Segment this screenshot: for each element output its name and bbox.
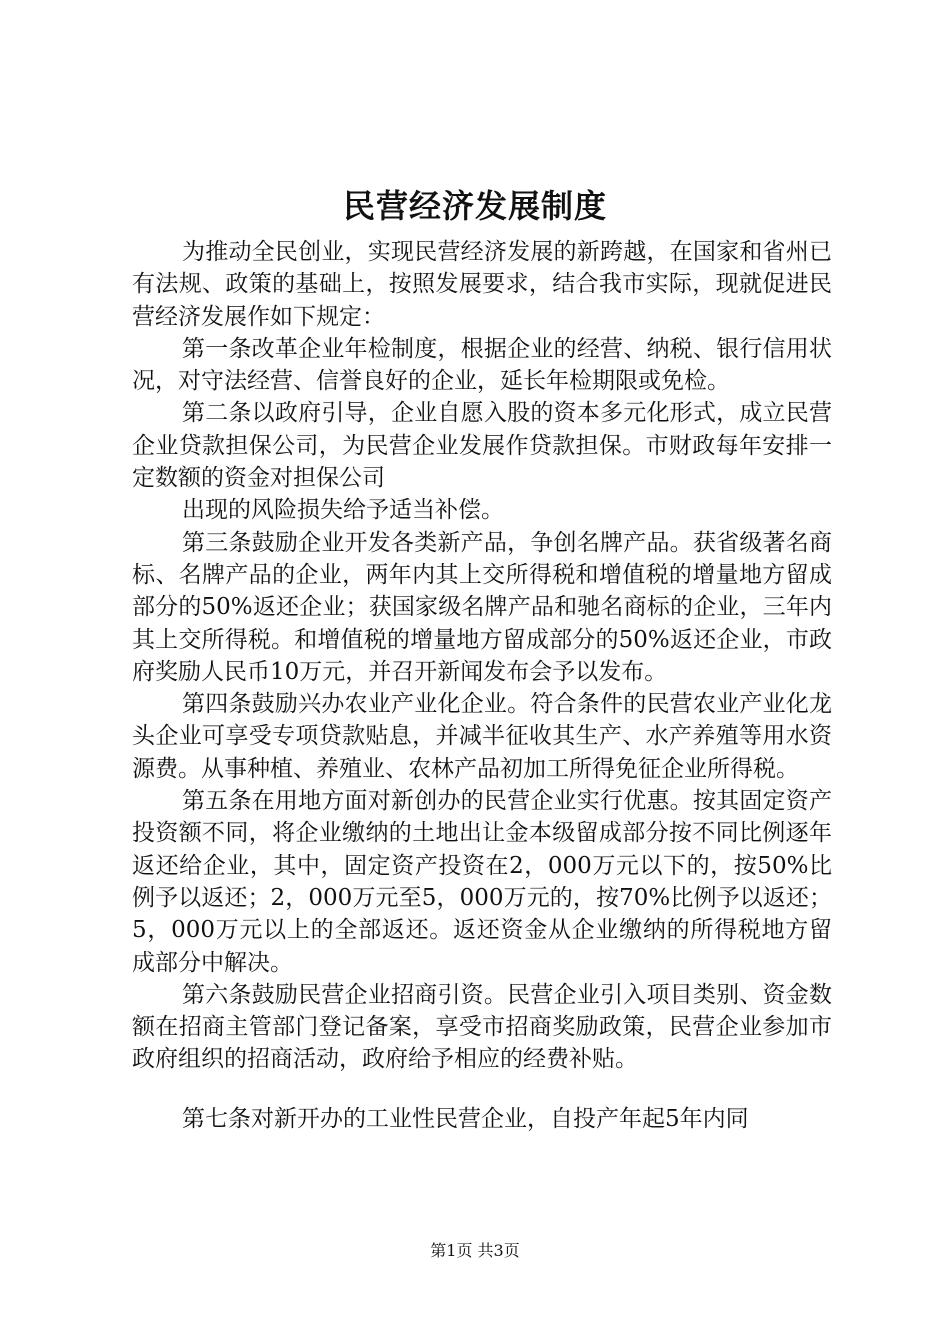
paragraph-article-7: 第七条对新开办的工业性民营企业，自投产年起5年内同 bbox=[182, 1105, 749, 1132]
paragraph-article-3: 第三条鼓励企业开发各类新产品，争创名牌产品。获省级著名商标、名牌产品的企业，两年内其上交所得税和增值税的增量地方留成部分的50%返还企业；获国家级名牌产品和驰名商标的企业，三年内其上交所得税。和增值税的增量地方留成部分的50%返还企业，市政府奖励人民币10万元，并召开新闻发布会予以发布。 bbox=[132, 529, 832, 685]
paragraph-article-2: 第二条以政府引导，企业自愿入股的资本多元化形式，成立民营企业贷款担保公司，为民营企业发展作贷款担保。市财政每年安排一定数额的资金对担保公司 bbox=[132, 400, 832, 492]
page-number-footer: 第1页 共3页 bbox=[430, 1241, 520, 1260]
document-title: 民营经济发展制度 bbox=[342, 187, 607, 225]
paragraph-article-5: 第五条在用地方面对新创办的民营企业实行优惠。按其固定资产投资额不同，将企业缴纳的土地出让金本级留成部分按不同比例逐年返还给企业，其中，固定资产投资在2，000万元以下的，按50%比例予以返还；2，000万元至5，000万元的，按70%比例予以返还；5，000万元以上的全部返还。返还资金从企业缴纳的所得税地方留成部分中解决。 bbox=[132, 788, 832, 976]
paragraph-article-4: 第四条鼓励兴办农业产业化企业。符合条件的民营农业产业化龙头企业可享受专项贷款贴息，并减半征收其生产、水产养殖等用水资源费。从事种植、养殖业、农林产品初加工所得免征企业所得税。 bbox=[132, 691, 832, 782]
document-body bbox=[132, 236, 832, 1135]
paragraph-article-6: 第六条鼓励民营企业招商引资。民营企业引入项目类别、资金数额在招商主管部门登记备案，享受市招商奖励政策，民营企业参加市政府组织的招商活动，政府给予相应的经费补贴。 bbox=[132, 981, 832, 1073]
paragraph-article-2-continued: 出现的风险损失给予适当补偿。 bbox=[182, 497, 504, 524]
paragraph-intro: 为推动全民创业，实现民营经济发展的新跨越，在国家和省州已有法规、政策的基础上，按照发展要求，结合我市实际，现就促进民营经济发展作如下规定： bbox=[132, 239, 832, 330]
paragraph-article-1: 第一条改革企业年检制度，根据企业的经营、纳税、银行信用状况，对守法经营、信誉良好的企业，延长年检期限或免检。 bbox=[132, 335, 832, 395]
